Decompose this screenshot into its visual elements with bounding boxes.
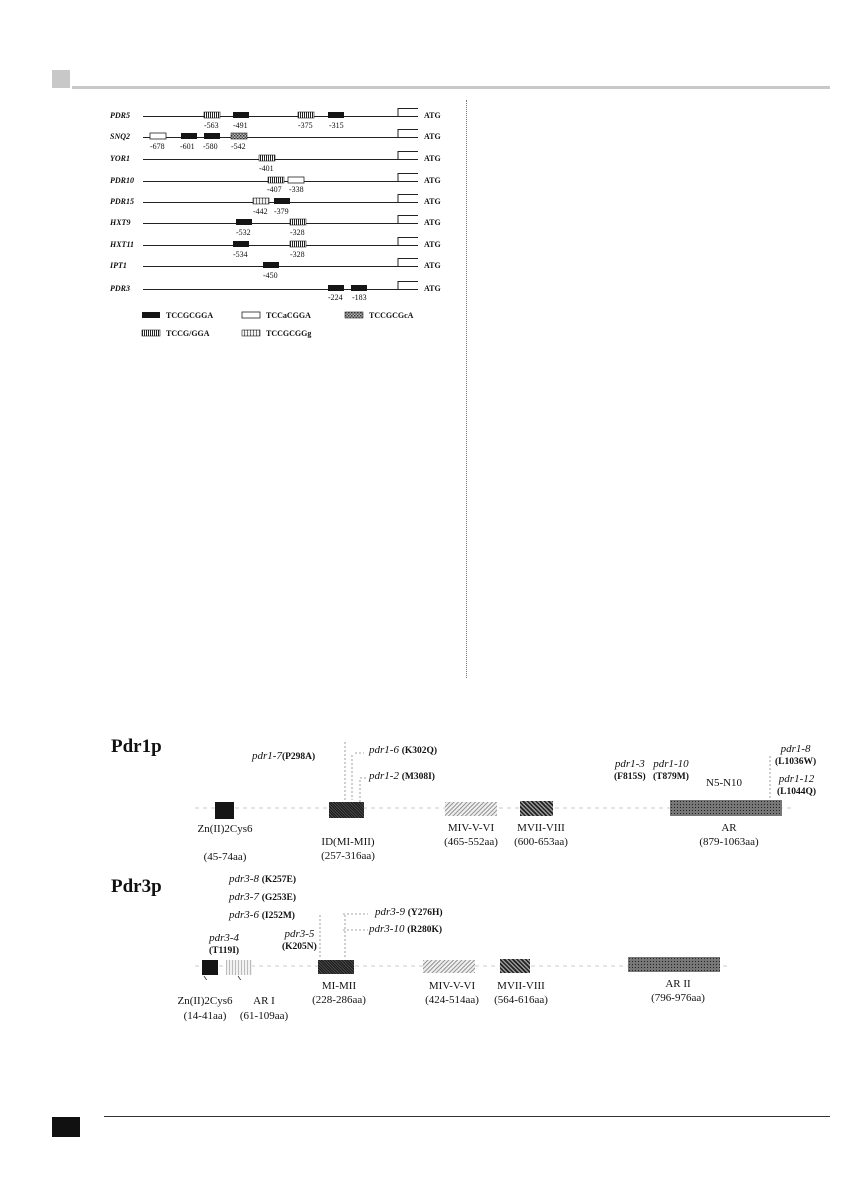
position-label: -563 <box>204 121 219 130</box>
pdr3p-mutation: pdr3-9 (Y276H) <box>375 906 443 918</box>
gene-label: SNQ2 <box>110 132 131 141</box>
pdr3p-mutation: pdr3-6 (I252M) <box>229 909 295 921</box>
pdr1p-id-domain <box>329 802 364 818</box>
atg-label: ATG <box>424 218 441 227</box>
pdr3p-miv-domain <box>423 960 475 973</box>
pdr3p-mutation: pdr3-7 (G253E) <box>229 891 297 903</box>
element-box <box>290 219 306 225</box>
element-box <box>253 198 269 204</box>
element-box <box>290 241 306 247</box>
position-label: -534 <box>233 250 248 259</box>
position-label: -338 <box>289 185 304 194</box>
gene-label: HXT9 <box>110 218 131 227</box>
element-box <box>233 241 249 247</box>
pdr1p-domain-range: (600-653aa) <box>514 836 568 848</box>
pdr3p-arii-domain <box>628 957 720 972</box>
pdr3p-domain-name: AR II <box>665 978 691 990</box>
element-box <box>231 133 247 139</box>
legend-swatch-stipple <box>345 312 363 318</box>
atg-label: ATG <box>424 176 441 185</box>
legend-label: TCCaCGGA <box>266 311 311 320</box>
position-label: -450 <box>263 271 278 280</box>
pdr1p-miv-domain <box>445 802 497 816</box>
atg-label: ATG <box>424 132 441 141</box>
pdr1p-title: Pdr1p <box>111 736 162 757</box>
pdr3p-domain-range: (424-514aa) <box>425 994 479 1006</box>
pdr1p-mutation: pdr1-10 (T879M) <box>653 758 689 782</box>
pdr1p-domain-name: MIV-V-VI <box>447 822 495 834</box>
atg-label: ATG <box>424 284 441 293</box>
gene-label: PDR3 <box>110 284 130 293</box>
element-box <box>274 198 290 204</box>
pdr3p-domain-range: (61-109aa) <box>239 1010 289 1022</box>
position-label: -491 <box>233 121 248 130</box>
pdr1p-mvii-domain <box>520 801 553 816</box>
pdr3p-domain-name: MVII-VIII <box>497 980 545 992</box>
atg-label: ATG <box>424 154 441 163</box>
element-box <box>328 112 344 118</box>
atg-label: ATG <box>424 261 441 270</box>
atg-label: ATG <box>424 240 441 249</box>
position-label: -224 <box>328 293 343 302</box>
pdr1p-ar-domain <box>670 800 782 816</box>
position-label: -375 <box>298 121 313 130</box>
gene-label: PDR10 <box>110 176 134 185</box>
pdr3p-domain-range: (228-286aa) <box>312 994 366 1006</box>
position-label: -183 <box>352 293 367 302</box>
pdr3p-ari-domain <box>226 960 252 975</box>
pdr1p-domain-name: AR <box>721 822 737 834</box>
pdr3p-domain-range: (564-616aa) <box>494 994 548 1006</box>
pdr1p-domain-range: (45-74aa) <box>203 851 247 863</box>
pdr3p-mvii-domain <box>500 959 530 973</box>
pdr1p-mutation: pdr1-3 (F815S) <box>614 758 646 782</box>
footer-page-block <box>52 1117 80 1137</box>
gene-label: IPT1 <box>110 261 127 270</box>
pdr3p-domain-name: MIV-V-VI <box>428 980 476 992</box>
element-box <box>263 262 279 268</box>
element-box <box>204 112 220 118</box>
element-box <box>259 155 275 161</box>
pdr1p-n5n10-label: N5-N10 <box>706 777 743 789</box>
gene-label: YOR1 <box>110 154 130 163</box>
atg-label: ATG <box>424 197 441 206</box>
pdr3p-title: Pdr3p <box>111 876 162 897</box>
element-box <box>150 133 166 139</box>
element-box <box>181 133 197 139</box>
legend-swatch-solid <box>142 312 160 318</box>
pdr3p-domain-range: (796-976aa) <box>651 992 705 1004</box>
legend-label: TCCG/GGA <box>166 329 210 338</box>
pdr1p-mutation: pdr1-12 (L1044Q) <box>777 773 817 797</box>
element-box <box>328 285 344 291</box>
pdr1p-zn-domain <box>215 802 234 819</box>
position-label: -442 <box>253 207 268 216</box>
element-box <box>351 285 367 291</box>
position-label: -315 <box>329 121 344 130</box>
gene-label: HXT11 <box>110 240 135 249</box>
legend-label: TCCGCGGA <box>166 311 214 320</box>
element-box <box>288 177 304 183</box>
pdr3p-domain-name: AR I <box>253 995 275 1007</box>
position-label: -542 <box>231 142 246 151</box>
element-box <box>204 133 220 139</box>
pdr1p-mutation: pdr1-6 (K302Q) <box>369 744 438 756</box>
gene-label: PDR5 <box>110 111 130 120</box>
element-box <box>236 219 252 225</box>
gene-label: PDR15 <box>110 197 134 206</box>
pdr3p-mutation: pdr3-10 (R280K) <box>369 923 443 935</box>
pdr1p-domain-range: (257-316aa) <box>321 850 375 862</box>
footer-rule <box>104 1116 830 1117</box>
pdr1p-mutation: pdr1-7(P298A) <box>252 750 316 762</box>
legend-swatch-dotted <box>242 330 260 336</box>
position-label: -379 <box>274 207 289 216</box>
element-box <box>233 112 249 118</box>
position-label: -678 <box>150 142 165 151</box>
element-box <box>268 177 284 183</box>
pdr1p-domain-name: Zn(II)2Cys6 <box>197 823 253 835</box>
pdr3p-domain-name: Zn(II)2Cys6 <box>177 995 233 1007</box>
pdr1p-mutation: pdr1-2 (M308I) <box>369 770 435 782</box>
legend-label: TCCGCGGg <box>266 329 312 338</box>
pdr1p-domain-name: MVII-VIII <box>517 822 565 834</box>
position-label: -601 <box>180 142 195 151</box>
pdr1p-mutation: pdr1-8 (L1036W) <box>775 743 817 767</box>
position-label: -532 <box>236 228 251 237</box>
legend-swatch-vertical <box>142 330 160 336</box>
pdr1p-domain-name: ID(MI-MII) <box>321 836 375 848</box>
pdr3p-mi-domain <box>318 960 354 974</box>
position-label: -580 <box>203 142 218 151</box>
pdr3p-mutation: pdr3-4 (T119I) <box>209 932 240 956</box>
position-label: -328 <box>290 250 305 259</box>
legend-swatch-open <box>242 312 260 318</box>
legend-label: TCCGCGcA <box>369 311 414 320</box>
pdr1p-domain-range: (879-1063aa) <box>699 836 759 848</box>
pdr3p-mutation: pdr3-5 (K205N) <box>282 928 317 952</box>
atg-label: ATG <box>424 111 441 120</box>
pdr1p-domain-range: (465-552aa) <box>444 836 498 848</box>
pdr3p-mutation: pdr3-8 (K257E) <box>229 873 297 885</box>
position-label: -407 <box>267 185 282 194</box>
pdr3p-domain-name: MI-MII <box>321 980 357 992</box>
position-label: -401 <box>259 164 274 173</box>
position-label: -328 <box>290 228 305 237</box>
pdr3p-domain-range: (14-41aa) <box>183 1010 227 1022</box>
element-box <box>298 112 314 118</box>
pdr3p-zn-domain <box>202 960 218 975</box>
